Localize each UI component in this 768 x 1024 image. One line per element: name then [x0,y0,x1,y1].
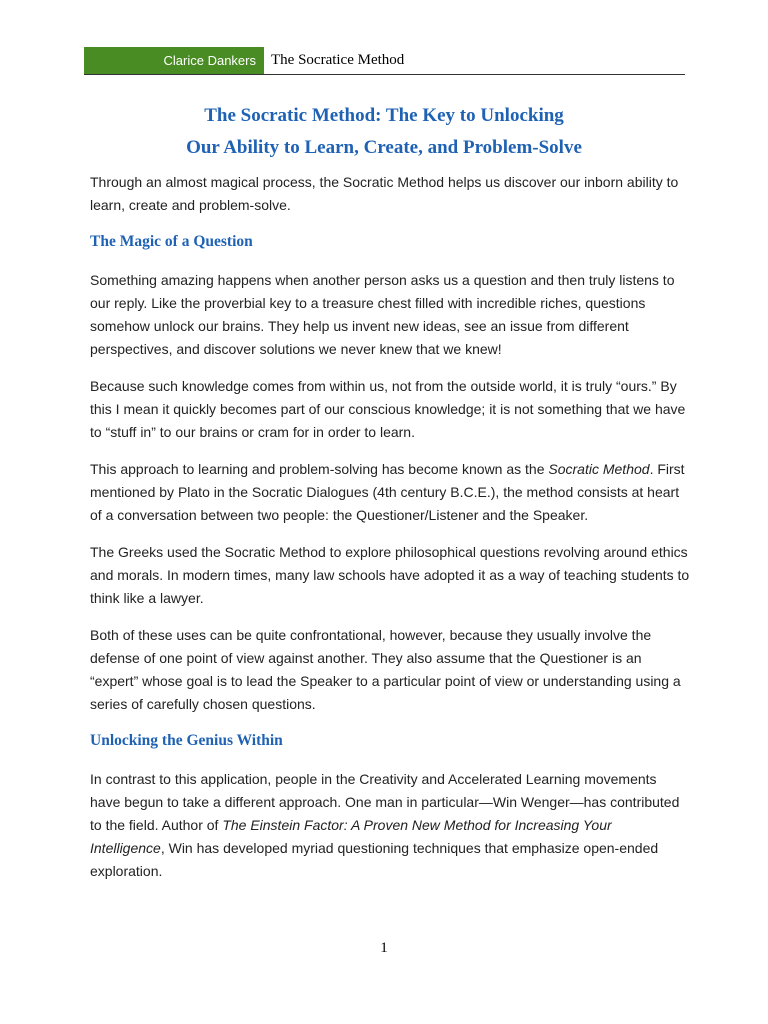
page-number: 1 [380,940,388,956]
section-heading-magic-of-a-question: The Magic of a Question [90,233,253,250]
paragraph-text: This approach to learning and problem-solving has become known as the [90,461,549,477]
paragraph-text: . First mentioned by Plato in the Socratic Dialogues (4th century B.C.E.), the method consists at heart of a conversation between two people: the Questioner/Listener and the Speaker. [90,461,685,523]
paragraph [90,768,690,883]
paragraph: The Greeks used the Socratic Method to explore philosophical questions revolving around ethics and morals. In modern times, many law schools have adopted it as a way of teaching students to think like a lawyer. [90,544,690,606]
paragraph: Because such knowledge comes from within us, not from the outside world, it is truly “ours.” By this I mean it quickly becomes part of our conscious knowledge; it is not something that we have to “stuff in” to our brains or cram for in order to learn. [90,378,686,440]
intro-paragraph: Through an almost magical process, the Socratic Method helps us discover our inborn ability to learn, create and problem-solve. [90,174,679,213]
book-title: The Einstein Factor: A Proven New Method for Increasing Your Intelligence [90,817,612,856]
header-author-band [84,47,264,74]
paragraph-text: , Win has developed myriad questioning techniques that emphasize open-ended exploration. [90,840,659,879]
header-title: The Socratice Method [271,52,405,68]
paragraph: Both of these uses can be quite confrontational, however, because they usually involve the defense of one point of view against another. They also assume that the Questioner is an “expert” whose goal is to lead the Speaker to a particular point of view or understanding using a series of carefully chosen questions. [90,627,681,712]
header-divider [84,74,685,75]
emphasis-socratic-method: Socratic Method [548,461,650,477]
document-title [84,100,684,164]
document-title-line-1: The Socratic Method: The Key to Unlocking [204,105,564,126]
paragraph [90,458,690,527]
section-heading-unlocking-the-genius-within: Unlocking the Genius Within [90,732,283,749]
document-body [90,171,690,897]
paragraph-text: In contrast to this application, people in the Creativity and Accelerated Learning movements have begun to take a different approach. One man in particular—Win Wenger—has contributed to the field. Author of [90,771,680,833]
header-author: Clarice Dankers [163,53,256,68]
document-title-line-2: Our Ability to Learn, Create, and Problem-Solve [186,137,582,158]
paragraph: Something amazing happens when another person asks us a question and then truly listens to our reply. Like the proverbial key to a treasure chest filled with incredible riches, questions somehow unlock our brains. They help us invent new ideas, see an issue from different perspectives, and discover solutions we never knew that we knew! [90,272,675,357]
